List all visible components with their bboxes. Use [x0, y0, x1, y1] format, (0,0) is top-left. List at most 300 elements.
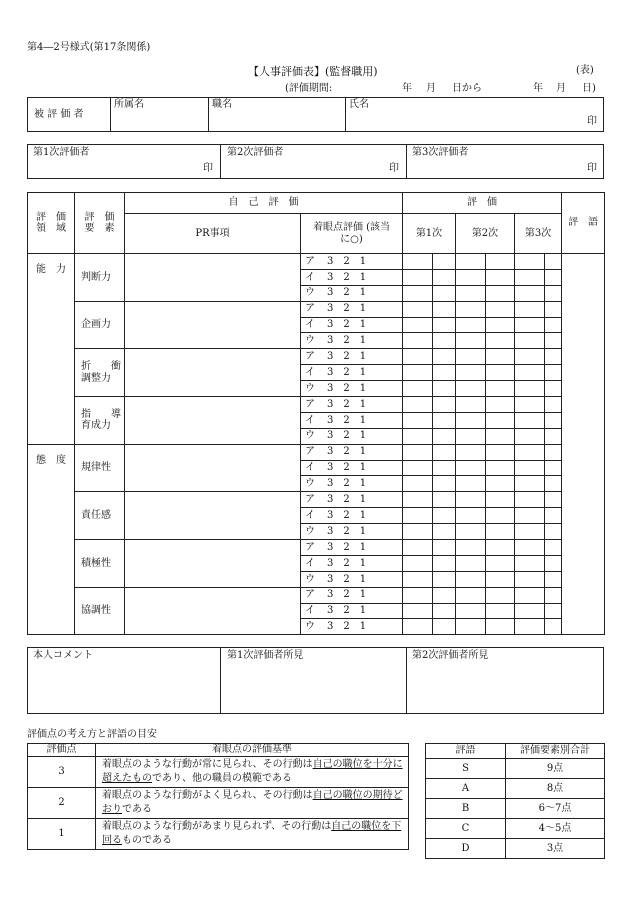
score-cell[interactable] [486, 333, 515, 349]
header-points: 評価点 [28, 744, 96, 757]
scale-numbers: 3 2 1 [327, 414, 367, 426]
score-cell[interactable] [433, 317, 456, 333]
point-value: 3 [28, 757, 96, 788]
score-cell[interactable] [433, 381, 456, 397]
score-cell[interactable] [403, 540, 433, 556]
scale-numbers: 3 2 1 [327, 509, 367, 521]
score-cell[interactable] [403, 285, 433, 301]
point-scale-option[interactable] [301, 254, 403, 270]
criteria-text [96, 819, 409, 850]
score-cell[interactable] [515, 476, 545, 492]
point-scale-option[interactable] [301, 428, 403, 444]
score-cell[interactable] [486, 381, 515, 397]
score-cell[interactable] [545, 555, 562, 571]
scale-numbers: 3 2 1 [327, 605, 367, 617]
element-label: 企画力 [75, 301, 125, 349]
score-cell[interactable] [545, 524, 562, 540]
score-cell[interactable] [545, 444, 562, 460]
score-cell[interactable] [486, 301, 515, 317]
score-cell[interactable] [456, 444, 486, 460]
score-cell[interactable] [403, 269, 433, 285]
period-year-1: 年 [402, 83, 412, 94]
sub-label: ウ [305, 430, 315, 442]
score-cell[interactable] [545, 508, 562, 524]
scale-numbers: 3 2 1 [327, 478, 367, 490]
evaluation-grid [27, 192, 605, 635]
scale-numbers: 3 2 1 [327, 255, 367, 267]
score-cell[interactable] [545, 397, 562, 413]
second-evaluator-opinion-field[interactable]: 第2次評価者所見 [412, 650, 489, 661]
score-cell[interactable] [403, 587, 433, 603]
score-cell[interactable] [433, 428, 456, 444]
point-scale-option[interactable] [301, 555, 403, 571]
score-cell[interactable] [486, 412, 515, 428]
score-cell[interactable] [433, 333, 456, 349]
evaluators-box [27, 144, 604, 179]
sub-label: ア [305, 303, 315, 315]
score-cell[interactable] [456, 269, 486, 285]
score-cell[interactable] [515, 397, 545, 413]
score-cell[interactable] [515, 269, 545, 285]
score-cell[interactable] [545, 254, 562, 270]
header-grade: 評語 [426, 744, 506, 759]
header-first: 第1次 [403, 214, 456, 254]
score-cell[interactable] [515, 571, 545, 587]
criteria-part: 着眼点のような行動が常に見られ、その行動は [102, 758, 313, 770]
point-value: 1 [28, 819, 96, 850]
grade-total: 9点 [506, 759, 605, 779]
score-cell[interactable] [456, 476, 486, 492]
pr-field[interactable] [125, 254, 301, 302]
point-scale-option[interactable] [301, 508, 403, 524]
header-area: 評 価 領 域 [28, 193, 75, 254]
score-cell[interactable] [515, 540, 545, 556]
sub-label: ア [305, 255, 315, 267]
scale-numbers: 3 2 1 [327, 525, 367, 537]
scale-numbers: 3 2 1 [327, 462, 367, 474]
element-label: 規律性 [75, 444, 125, 492]
period-month-1: 月 [426, 83, 436, 94]
score-cell[interactable] [456, 492, 486, 508]
area-label: 能 力 [28, 254, 75, 445]
header-point-evaluation: 着眼点評価 (該当に○) [301, 214, 403, 254]
score-cell[interactable] [456, 603, 486, 619]
score-cell[interactable] [515, 349, 545, 365]
score-cell[interactable] [545, 587, 562, 603]
score-cell[interactable] [403, 301, 433, 317]
scale-numbers: 3 2 1 [327, 541, 367, 553]
name-field[interactable]: 氏名 [349, 99, 369, 110]
score-cell[interactable] [433, 476, 456, 492]
sub-label: イ [305, 366, 315, 378]
point-scale-option[interactable] [301, 397, 403, 413]
score-cell[interactable] [545, 349, 562, 365]
score-cell[interactable] [433, 555, 456, 571]
score-cell[interactable] [456, 587, 486, 603]
scale-numbers: 3 2 1 [327, 287, 367, 299]
sub-label: イ [305, 462, 315, 474]
grade-table [425, 743, 605, 859]
score-cell[interactable] [486, 476, 515, 492]
score-cell[interactable] [456, 285, 486, 301]
pr-field[interactable] [125, 444, 301, 492]
self-comment-field[interactable]: 本人コメント [33, 650, 93, 661]
sub-label: ウ [305, 525, 315, 537]
evaluatee-seal: 印 [587, 116, 597, 127]
score-cell[interactable] [433, 603, 456, 619]
period-day-from: 日から [452, 83, 482, 94]
score-cell[interactable] [403, 365, 433, 381]
criteria-underlined: 自己の [331, 820, 362, 832]
point-scale-option[interactable] [301, 444, 403, 460]
criteria-text [96, 757, 409, 788]
period-label: (評価期間: [285, 83, 333, 94]
point-scale-option[interactable] [301, 317, 403, 333]
score-cell[interactable] [433, 397, 456, 413]
page-title: 【人事評価表】(監督職用) [248, 65, 378, 78]
score-cell[interactable] [456, 301, 486, 317]
score-cell[interactable] [545, 333, 562, 349]
score-cell[interactable] [403, 349, 433, 365]
point-scale-option[interactable] [301, 524, 403, 540]
score-cell[interactable] [545, 540, 562, 556]
score-cell[interactable] [433, 587, 456, 603]
score-cell[interactable] [515, 444, 545, 460]
point-scale-option[interactable] [301, 603, 403, 619]
scale-numbers: 3 2 1 [327, 494, 367, 506]
score-cell[interactable] [433, 365, 456, 381]
sub-label: イ [305, 605, 315, 617]
score-cell[interactable] [403, 571, 433, 587]
header-self-evaluation: 自 己 評 価 [125, 193, 403, 214]
comment-field[interactable] [562, 254, 605, 635]
side-mark: (表) [576, 65, 594, 76]
pr-field[interactable] [125, 349, 301, 397]
score-cell[interactable] [456, 317, 486, 333]
score-cell[interactable] [456, 524, 486, 540]
score-cell[interactable] [403, 333, 433, 349]
sub-label: ア [305, 494, 315, 506]
element-label: 指 導 育成力 [75, 397, 125, 445]
area-label: 態 度 [28, 444, 75, 635]
evaluator-3-seal: 印 [587, 163, 597, 174]
score-cell[interactable] [486, 571, 515, 587]
score-cell[interactable] [486, 460, 515, 476]
position-field[interactable]: 職名 [212, 99, 232, 110]
score-cell[interactable] [486, 619, 515, 635]
sub-label: ア [305, 589, 315, 601]
score-cell[interactable] [433, 444, 456, 460]
score-cell[interactable] [545, 571, 562, 587]
pr-field[interactable] [125, 397, 301, 445]
sub-label: イ [305, 271, 315, 283]
score-cell[interactable] [515, 603, 545, 619]
score-cell[interactable] [545, 476, 562, 492]
score-cell[interactable] [433, 412, 456, 428]
score-cell[interactable] [486, 492, 515, 508]
score-cell[interactable] [486, 508, 515, 524]
score-cell[interactable] [403, 508, 433, 524]
scale-numbers: 3 2 1 [327, 319, 367, 331]
header-total: 評価要素別合計 [506, 744, 605, 759]
criteria-table [27, 743, 409, 850]
score-cell[interactable] [456, 460, 486, 476]
score-cell[interactable] [456, 412, 486, 428]
point-scale-option[interactable] [301, 365, 403, 381]
grade-value: A [426, 779, 506, 799]
evaluator-3-label[interactable]: 第3次評価者 [412, 147, 469, 158]
score-cell[interactable] [433, 254, 456, 270]
score-cell[interactable] [486, 524, 515, 540]
score-cell[interactable] [433, 269, 456, 285]
score-cell[interactable] [433, 571, 456, 587]
score-cell[interactable] [545, 301, 562, 317]
criteria-part: 着眼点のような行動がよく見られ、その行動は [102, 789, 313, 801]
sub-label: イ [305, 509, 315, 521]
sub-label: ウ [305, 287, 315, 299]
first-evaluator-opinion-field[interactable]: 第1次評価者所見 [227, 650, 304, 661]
score-cell[interactable] [515, 412, 545, 428]
score-cell[interactable] [403, 381, 433, 397]
score-cell[interactable] [456, 508, 486, 524]
score-cell[interactable] [456, 619, 486, 635]
score-cell[interactable] [486, 555, 515, 571]
period-year-2: 年 [533, 83, 543, 94]
score-cell[interactable] [486, 254, 515, 270]
score-cell[interactable] [456, 571, 486, 587]
scale-numbers: 3 2 1 [327, 430, 367, 442]
score-cell[interactable] [433, 349, 456, 365]
grade-value: C [426, 819, 506, 839]
criteria-underlined: 自己の職位 [312, 758, 363, 770]
score-cell[interactable] [486, 444, 515, 460]
score-cell[interactable] [515, 428, 545, 444]
score-cell[interactable] [515, 524, 545, 540]
score-cell[interactable] [403, 476, 433, 492]
point-scale-option[interactable] [301, 540, 403, 556]
score-cell[interactable] [515, 254, 545, 270]
score-cell[interactable] [545, 412, 562, 428]
scale-numbers: 3 2 1 [327, 303, 367, 315]
period-month-2: 月 [556, 83, 566, 94]
score-cell[interactable] [545, 365, 562, 381]
point-scale-option[interactable] [301, 333, 403, 349]
header-third: 第3次 [515, 214, 562, 254]
header-second: 第2次 [456, 214, 515, 254]
criteria-part: である [122, 804, 152, 815]
sub-label: イ [305, 557, 315, 569]
score-cell[interactable] [515, 365, 545, 381]
grade-total: 8点 [506, 779, 605, 799]
score-cell[interactable] [486, 317, 515, 333]
point-scale-option[interactable] [301, 301, 403, 317]
score-cell[interactable] [403, 619, 433, 635]
score-cell[interactable] [545, 460, 562, 476]
pr-field[interactable] [125, 301, 301, 349]
pr-field[interactable] [125, 492, 301, 540]
score-cell[interactable] [403, 524, 433, 540]
score-cell[interactable] [515, 587, 545, 603]
score-cell[interactable] [515, 301, 545, 317]
score-cell[interactable] [515, 492, 545, 508]
pr-field[interactable] [125, 540, 301, 588]
guide-title: 評価点の考え方と評語の目安 [27, 729, 157, 740]
sub-label: ア [305, 351, 315, 363]
point-scale-option[interactable] [301, 571, 403, 587]
point-scale-option[interactable] [301, 460, 403, 476]
element-label: 積極性 [75, 540, 125, 588]
score-cell[interactable] [515, 460, 545, 476]
point-scale-option[interactable] [301, 412, 403, 428]
score-cell[interactable] [403, 428, 433, 444]
score-cell[interactable] [486, 285, 515, 301]
score-cell[interactable] [403, 317, 433, 333]
criteria-part: であり、他の職員の模範である [152, 773, 292, 784]
criteria-part: ものである [122, 835, 172, 846]
score-cell[interactable] [403, 460, 433, 476]
scale-numbers: 3 2 1 [327, 446, 367, 458]
evaluator-1-label[interactable]: 第1次評価者 [33, 147, 90, 158]
sub-label: ウ [305, 335, 315, 347]
header-pr: PR事項 [125, 214, 301, 254]
form-number: 第4―2号様式(第17条関係) [27, 42, 151, 53]
score-cell[interactable] [515, 555, 545, 571]
score-cell[interactable] [433, 524, 456, 540]
score-cell[interactable] [486, 365, 515, 381]
element-label: 判断力 [75, 254, 125, 302]
score-cell[interactable] [515, 317, 545, 333]
scale-numbers: 3 2 1 [327, 351, 367, 363]
point-scale-option[interactable] [301, 476, 403, 492]
sub-label: イ [305, 319, 315, 331]
score-cell[interactable] [433, 301, 456, 317]
header-element: 評 価 要 素 [75, 193, 125, 254]
grade-value: S [426, 759, 506, 779]
evaluator-2-seal: 印 [389, 163, 399, 174]
score-cell[interactable] [456, 254, 486, 270]
header-comment: 評 語 [562, 193, 605, 254]
score-cell[interactable] [486, 587, 515, 603]
criteria-underlined: 自己の職位 [312, 789, 363, 801]
score-cell[interactable] [456, 333, 486, 349]
grade-total: 6～7点 [506, 799, 605, 819]
point-scale-option[interactable] [301, 285, 403, 301]
sub-label: イ [305, 414, 315, 426]
score-cell[interactable] [545, 317, 562, 333]
score-cell[interactable] [403, 444, 433, 460]
scale-numbers: 3 2 1 [327, 557, 367, 569]
scale-numbers: 3 2 1 [327, 271, 367, 283]
score-cell[interactable] [456, 365, 486, 381]
score-cell[interactable] [456, 397, 486, 413]
criteria-underlined: を十分に超えたもの [102, 758, 403, 784]
scale-numbers: 3 2 1 [327, 335, 367, 347]
score-cell[interactable] [515, 333, 545, 349]
score-cell[interactable] [486, 269, 515, 285]
score-cell[interactable] [456, 540, 486, 556]
score-cell[interactable] [433, 460, 456, 476]
header-evaluation: 評 価 [403, 193, 562, 214]
score-cell[interactable] [486, 540, 515, 556]
score-cell[interactable] [456, 555, 486, 571]
point-scale-option[interactable] [301, 381, 403, 397]
scale-numbers: 3 2 1 [327, 589, 367, 601]
element-label: 責任感 [75, 492, 125, 540]
score-cell[interactable] [433, 540, 456, 556]
sub-label: ア [305, 446, 315, 458]
criteria-underlined: 職位を下回る [102, 820, 402, 846]
point-scale-option[interactable] [301, 492, 403, 508]
score-cell[interactable] [403, 603, 433, 619]
pr-field[interactable] [125, 587, 301, 635]
evaluator-1-seal: 印 [203, 163, 213, 174]
score-cell[interactable] [456, 428, 486, 444]
point-scale-option[interactable] [301, 619, 403, 635]
grade-total: 4～5点 [506, 819, 605, 839]
score-cell[interactable] [403, 412, 433, 428]
score-cell[interactable] [403, 555, 433, 571]
score-cell[interactable] [486, 349, 515, 365]
score-cell[interactable] [545, 381, 562, 397]
score-cell[interactable] [545, 269, 562, 285]
scale-numbers: 3 2 1 [327, 398, 367, 410]
header-criteria: 着眼点の評価基準 [96, 744, 409, 757]
scale-numbers: 3 2 1 [327, 382, 367, 394]
score-cell[interactable] [403, 492, 433, 508]
point-scale-option[interactable] [301, 269, 403, 285]
evaluatee-label: 被 評 価 者 [34, 109, 84, 120]
score-cell[interactable] [456, 381, 486, 397]
sub-label: ア [305, 541, 315, 553]
sub-label: ウ [305, 382, 315, 394]
dept-field[interactable]: 所属名 [114, 99, 144, 110]
score-cell[interactable] [486, 397, 515, 413]
sub-label: ウ [305, 573, 315, 585]
point-scale-option[interactable] [301, 349, 403, 365]
remarks-box [27, 647, 604, 714]
score-cell[interactable] [433, 508, 456, 524]
score-cell[interactable] [515, 508, 545, 524]
criteria-part: 着眼点のような行動があまり見られず、その行動は [102, 820, 332, 832]
criteria-underlined: の期待どおり [102, 789, 403, 815]
score-cell[interactable] [433, 492, 456, 508]
score-cell[interactable] [515, 381, 545, 397]
scale-numbers: 3 2 1 [327, 366, 367, 378]
score-cell[interactable] [433, 619, 456, 635]
score-cell[interactable] [403, 397, 433, 413]
point-value: 2 [28, 788, 96, 819]
grade-total: 3点 [506, 839, 605, 859]
score-cell[interactable] [486, 428, 515, 444]
point-scale-option[interactable] [301, 587, 403, 603]
score-cell[interactable] [456, 349, 486, 365]
score-cell[interactable] [545, 285, 562, 301]
score-cell[interactable] [545, 619, 562, 635]
grade-value: B [426, 799, 506, 819]
score-cell[interactable] [433, 285, 456, 301]
score-cell[interactable] [545, 492, 562, 508]
score-cell[interactable] [545, 603, 562, 619]
score-cell[interactable] [545, 428, 562, 444]
score-cell[interactable] [403, 254, 433, 270]
score-cell[interactable] [486, 603, 515, 619]
sub-label: ウ [305, 478, 315, 490]
element-label: 折 衝 調整力 [75, 349, 125, 397]
score-cell[interactable] [515, 285, 545, 301]
criteria-text [96, 788, 409, 819]
score-cell[interactable] [515, 619, 545, 635]
evaluator-2-label[interactable]: 第2次評価者 [227, 147, 284, 158]
